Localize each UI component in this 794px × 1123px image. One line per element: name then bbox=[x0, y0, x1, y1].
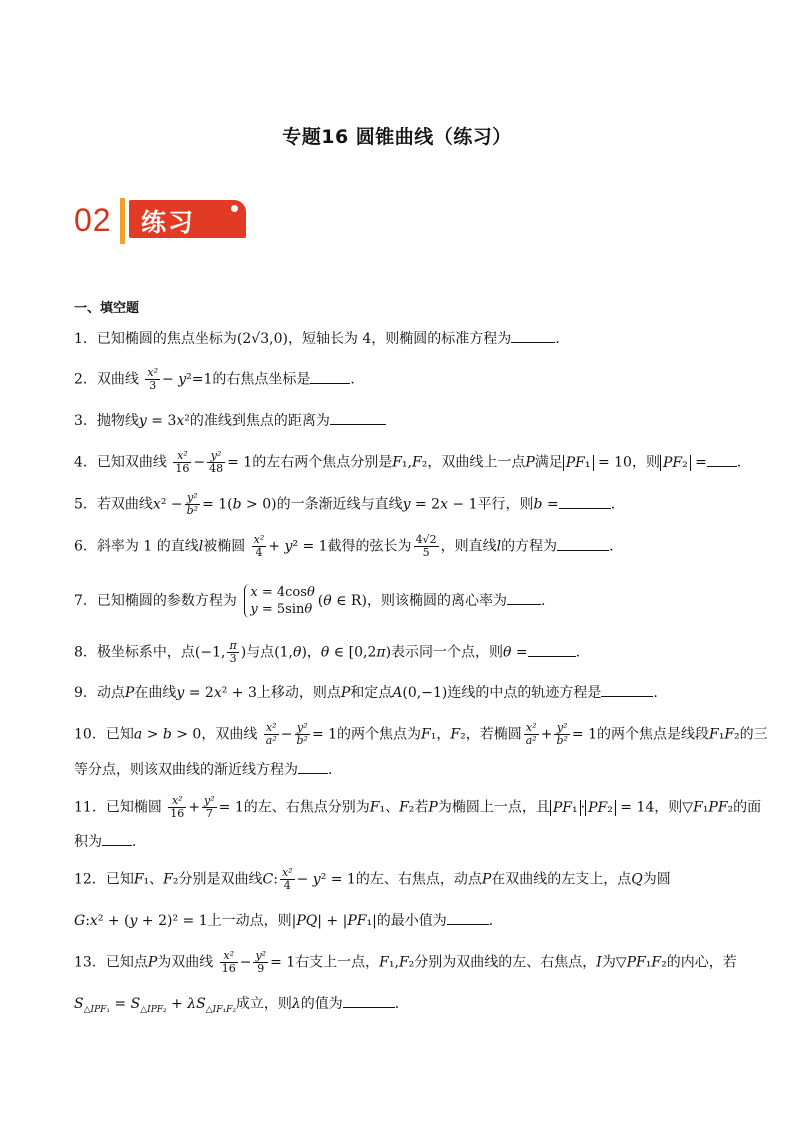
badge-box bbox=[129, 200, 246, 238]
question-6: 6．斜率为 1 的直线l被椭圆 $\frac{\text{x²}}{4}$ + y² = 1截得的弦长为 $\frac{4√2}{5}$ ，则直线l的方程为 ． bbox=[74, 533, 624, 559]
question-5: 5．若双曲线x² − $\frac{\text{y²}}{\text{b²}}$ = 1(b > 0)的一条渐近线与直线y = 2x − 1平行，则b = ． bbox=[74, 491, 625, 517]
page-title: 专题16 圆锥曲线（练习） bbox=[282, 126, 512, 148]
question-8: 8．极坐标系中，点(−1, $\frac{\pi}{3}$ )与点(1,θ)，θ ∈ [0,2π)表示同一个点，则θ = . bbox=[74, 639, 581, 665]
badge-label: 练习 bbox=[141, 208, 196, 237]
badge-dot-icon bbox=[231, 205, 238, 212]
question-13: 13．已知点P为双曲线 $\frac{\text{x²}}{16}$ − $\frac{\text{y²}}{9}$ = 1右支上一点，F₁,F₂分别为双曲线的左、右焦点，I为▽PF₁F₂的内心，若 bbox=[74, 949, 737, 975]
question-2: 2．双曲线 $\frac{\text{x²}}{3}$ − y²=1的右焦点坐标是 ． bbox=[74, 366, 365, 392]
question-9: 9．动点P在曲线y = 2x² + 3上移动，则点P和定点A(0,−1)连线的中点的轨迹方程是 . bbox=[74, 682, 658, 704]
question-13-cont: $S_{\triangle IPF_1} = S_{\triangle IPF_2} + \lambda S_{\triangle IF_1F_2}$成立，则λ的值为 . bbox=[74, 993, 399, 1021]
badge-divider bbox=[120, 198, 125, 244]
question-10-cont: 等分点，则该双曲线的渐近线方程为 . bbox=[74, 759, 332, 781]
badge-number: 02 bbox=[74, 202, 112, 238]
question-1: 1．已知椭圆的焦点坐标为(2√3,0)，短轴长为 4，则椭圆的标准方程为 ． bbox=[74, 328, 569, 350]
question-11: 11．已知椭圆 $\frac{\text{x²}}{16}$ + $\frac{\text{y²}}{7}$ = 1的左、右焦点分别为F₁、F₂若P为椭圆上一点，且 PF₁ · PF₂ = 14，则▽F₁PF₂的面 bbox=[74, 794, 762, 820]
section-badge bbox=[74, 198, 246, 244]
question-10: 10．已知a > b > 0，双曲线 $\frac{\text{x²}}{\text{a²}}$ − $\frac{\text{y²}}{\text{b²}}$ = 1的两个焦点为F₁，F₂，若椭圆 $\frac{\text{x²}}{\text{a²}}$ + $\frac{\text{y²}}{\text{b²}}$ = 1的两个焦点是线段F₁F₂的三 bbox=[74, 721, 768, 747]
question-12: 12．已知F₁、F₂分别是双曲线C: $\frac{\text{x²}}{4}$ − y² = 1的左、右焦点，动点P在双曲线的左支上，点Q为圆 bbox=[74, 866, 671, 892]
question-11-cont: 积为 . bbox=[74, 831, 136, 853]
question-7: 7．已知椭圆的参数方程为 x = 4cosθ y = 5sinθ(θ ∈ R)，则该椭圆的离心率为 . bbox=[74, 585, 546, 617]
question-3: 3．抛物线y = 3x²的准线到焦点的距离为 bbox=[74, 410, 386, 432]
question-12-cont: G:x² + (y + 2)² = 1上一动点，则|PQ| + |PF₁|的最小值为 . bbox=[74, 910, 493, 932]
question-4: 4．已知双曲线 $\frac{\text{x²}}{16}$ − $\frac{\text{y²}}{48}$ = 1的左右两个焦点分别是F₁,F₂，双曲线上一点P满足 PF₁ = 10，则 PF₂ = ． bbox=[74, 449, 751, 475]
section-heading: 一、填空题 bbox=[74, 301, 140, 316]
